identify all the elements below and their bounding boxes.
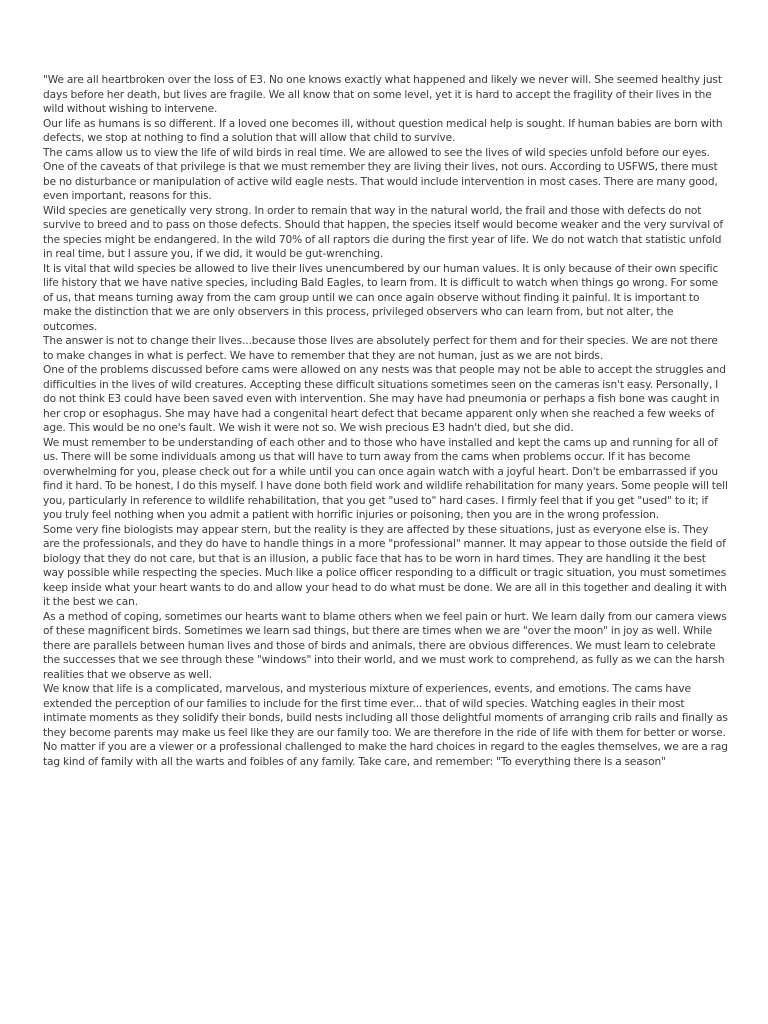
paragraph-10: As a method of coping, sometimes our hearts want to blame others when we feel pain or hurt. We learn daily from our camera views of these magnificent birds. Sometimes we learn sad things, but there are times when we are "over the moon" in joy as well. While there are parallels between human lives and those of birds and animals, there are obvious differences. We must learn to celebrate the successes that we see through these "windows" into their world, and we must work to comprehend, as fully as we can the harsh realities that we observe as well. xyxy=(43,610,727,681)
paragraph-7: One of the problems discussed before cams were allowed on any nests was that people may not be able to accept the struggles and difficulties in the lives of wild creatures. Accepting these difficult situations sometimes seen on the cameras isn't easy. Personally, I do not think E3 could have been saved even with intervention. She may have had pneumonia or perhaps a fish bone was caught in her crop or esophagus. She may have had a congenital heart defect that became apparent only when she reached a few weeks of age. This would be no one's fault. We wish it were not so. We wish precious E3 hadn't died, but she did. xyxy=(43,364,726,434)
paragraph-5: It is vital that wild species be allowed to live their lives unencumbered by our human values. It is only because of their own specific life history that we have native species, including Bald Eagles, to learn from. It is difficult to watch when things go wrong. For some of us, that means turning away from the cam group until we can once again observe without finding it painful. It is important to make the distinction that we are only observers in this process, privileged observers who can learn from, but not alter, the outcomes. xyxy=(43,262,719,333)
paragraph-9: Some very fine biologists may appear stern, but the reality is they are affected by these situations, just as everyone else is. They are the professionals, and they do have to handle things in a more "professional" manner. It may appear to those outside the field of biology that they do not care, but that is an illusion, a public face that has to be worn in hard times. They are handling it the best way possible while respecting the species. Much like a police officer responding to a difficult or tragic situation, you must sometimes keep inside what your heart wants to do and allow your head to do what must be done. We are all in this together and dealing it with it the best we can. xyxy=(43,523,727,608)
paragraph-6: The answer is not to change their lives...because those lives are absolutely perfect for them and for their species. We are not there to make changes in what is perfect. We have to remember that they are not human, just as we are not birds. xyxy=(43,335,718,362)
document-body xyxy=(43,73,728,769)
paragraph-3: The cams allow us to view the life of wild birds in real time. We are allowed to see the lives of wild species unfold before our eyes. One of the caveats of that privilege is that we must remember they are living their lives, not ours. According to USFWS, there must be no disturbance or manipulation of active wild eagle nests. That would include intervention in most cases. There are many good, even important, reasons for this. xyxy=(43,146,718,202)
paragraph-8: We must remember to be understanding of each other and to those who have installed and kept the cams up and running for all of us. There will be some individuals among us that will have to turn away from the cams when problems occur. If it has become overwhelming for you, please check out for a while until you can once again watch with a joyful heart. Don't be embarrassed if you find it hard. To be honest, I do this myself. I have done both field work and wildlife rehabilitation for many years. Some people will tell you, particularly in reference to wildlife rehabilitation, that you get "used to" hard cases. I firmly feel that if you get "used" to it; if you truly feel nothing when you admit a patient with horrific injuries or poisoning, then you are in the wrong profession. xyxy=(43,436,728,521)
paragraph-11: We know that life is a complicated, marvelous, and mysterious mixture of experiences, events, and emotions. The cams have extended the perception of our families to include for the first time ever... that of wild species. Watching eagles in their most intimate moments as they solidify their bonds, build nests including all those delightful moments of arranging crib rails and finally as they become parents may make us feel like they are our family too. We are therefore in the ride of life with them for better or worse. No matter if you are a viewer or a professional challenged to make the hard choices in regard to the eagles themselves, we are a rag tag kind of family with all the warts and foibles of any family. Take care, and remember: "To everything there is a season" xyxy=(43,683,728,768)
paragraph-4: Wild species are genetically very strong. In order to remain that way in the natural world, the frail and those with defects do not survive to breed and to pass on those defects. Should that happen, the species itself would become weaker and the very survival of the species might be endangered. In the wild 70% of all raptors die during the first year of life. We do not watch that statistic unfold in real time, but I assure you, if we did, it would be gut-wrenching. xyxy=(43,204,723,260)
paragraph-2: Our life as humans is so different. If a loved one becomes ill, without question medical help is sought. If human babies are born with defects, we stop at nothing to find a solution that will allow that child to survive. xyxy=(43,117,723,144)
paragraph-1: "We are all heartbroken over the loss of E3. No one knows exactly what happened and likely we never will. She seemed healthy just days before her death, but lives are fragile. We all know that on some level, yet it is hard to accept the fragility of their lives in the wild without wishing to intervene. xyxy=(43,74,722,115)
